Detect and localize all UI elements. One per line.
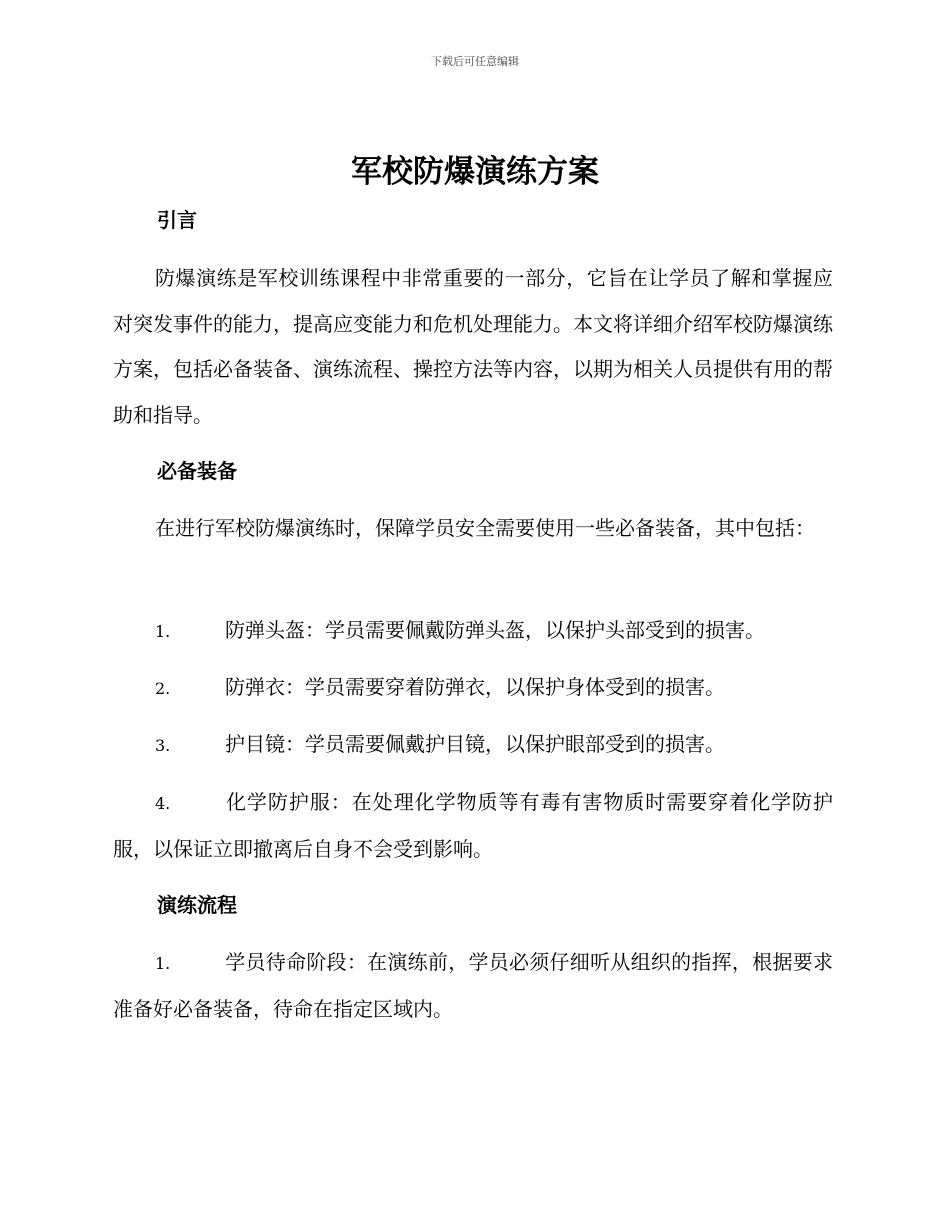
list-item-text: 护目镜：学员需要佩戴护目镜，以保护眼部受到的损害。 <box>225 732 725 756</box>
list-item-number: 3. <box>155 736 171 755</box>
list-item <box>113 940 833 1032</box>
list-item <box>113 665 833 712</box>
section-heading-process: 演练流程 <box>157 893 237 917</box>
intro-paragraph: 防爆演练是军校训练课程中非常重要的一部分，它旨在让学员了解和掌握应对突发事件的能力，提高应变能力和危机处理能力。本文将详细介绍军校防爆演练方案，包括必备装备、演练流程、操控方法等内容，以期为相关人员提供有用的帮助和指导。 <box>113 266 833 427</box>
list-item <box>113 722 833 769</box>
section-heading-intro: 引言 <box>157 208 197 232</box>
equipment-paragraph: 在进行军校防爆演练时，保障学员安全需要使用一些必备装备，其中包括： <box>155 516 815 540</box>
list-item-text: 防弹衣：学员需要穿着防弹衣，以保护身体受到的损害。 <box>225 675 725 699</box>
header-note: 下载后可任意编辑 <box>431 55 519 68</box>
list-item-number: 4. <box>155 794 171 813</box>
section-heading-equipment: 必备装备 <box>157 459 237 483</box>
list-item-text: 防弹头盔：学员需要佩戴防弹头盔，以保护头部受到的损害。 <box>225 618 765 642</box>
list-item-number: 1. <box>155 954 171 973</box>
list-item-number: 1. <box>155 622 171 641</box>
list-item-number: 2. <box>155 679 171 698</box>
list-item <box>113 780 833 872</box>
page-title: 军校防爆演练方案 <box>351 154 599 190</box>
list-item-text: 化学防护服：在处理化学物质等有毒有害物质时需要穿着化学防护服，以保证立即撤离后自身不会受到影响。 <box>113 790 833 861</box>
list-item <box>113 608 833 655</box>
list-item-text: 学员待命阶段：在演练前，学员必须仔细听从组织的指挥，根据要求准备好必备装备，待命在指定区域内。 <box>113 950 833 1021</box>
